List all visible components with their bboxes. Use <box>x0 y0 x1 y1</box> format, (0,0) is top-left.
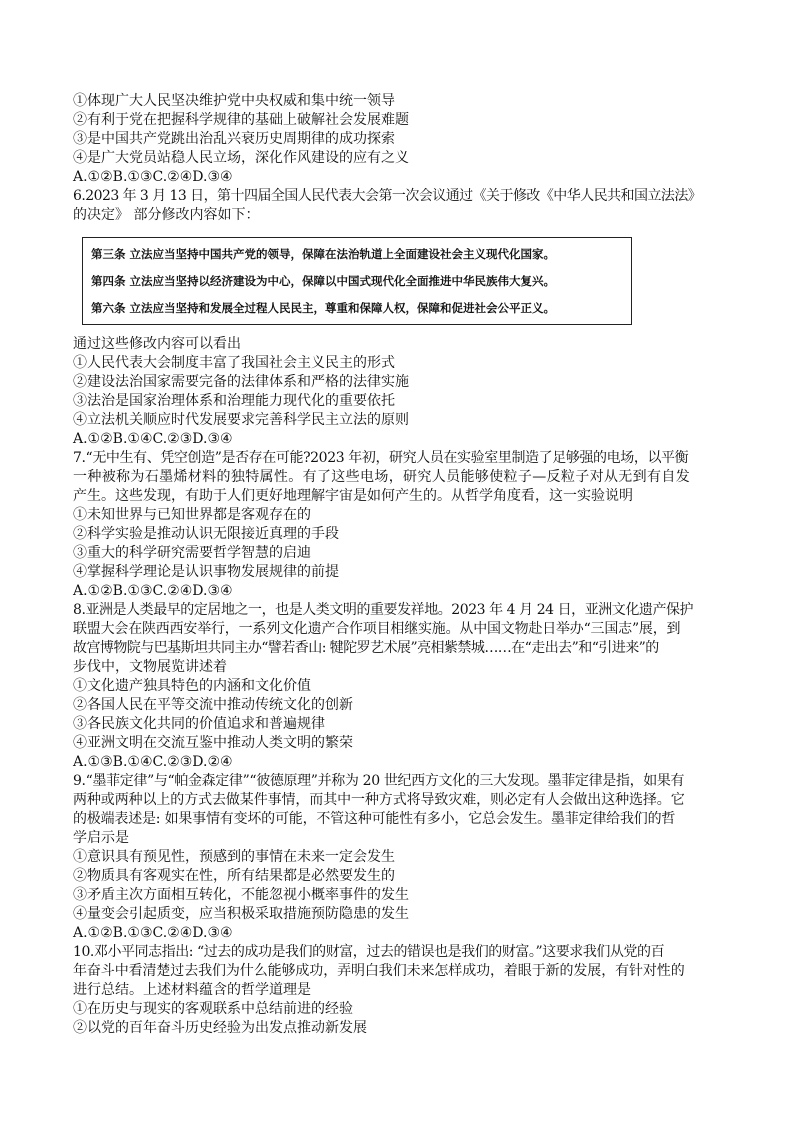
law-article-4: 第四条 立法应当坚持以经济建设为中心，保障以中国式现代化全面推进中华民族伟大复兴。 <box>91 274 555 288</box>
option-line: ②有利于党在把握科学规律的基础上破解社会发展难题 <box>73 112 409 128</box>
question-stem-line: 联盟大会在陕西西安举行，一系列文化遗产合作项目相继实施。从中国文物赴日举办“三国志”展，到 <box>73 621 681 637</box>
answer-choices: A.①③B.①④C.②③D.②④ <box>73 754 233 770</box>
option-line: ①未知世界与已知世界都是客观存在的 <box>73 507 311 523</box>
question-stem-line: 8.亚洲是人类最早的定居地之一，也是人类文明的重要发祥地。2023 年 4 月 24 日，亚洲文化遗产保护 <box>73 602 694 618</box>
question-stem-line: 步伐中，文物展览讲述着 <box>73 659 227 675</box>
question-stem-line: 故宫博物院与巴基斯坦共同主办“譬若香山: 犍陀罗艺术展”亮相紫禁城……在“走出去”和“引进来”的 <box>73 640 659 656</box>
answer-choices: A.①②B.①③C.②④D.③④ <box>73 583 233 599</box>
question-6 <box>73 187 725 449</box>
question-stem-line: 年奋斗中看清楚过去我们为什么能够成功，弄明白我们未来怎样成功，着眼于新的发展，有针对性的 <box>73 963 685 979</box>
option-line: ③矛盾主次方面相互转化，不能忽视小概率事件的发生 <box>73 887 409 903</box>
question-stem-line: 一种被称为石墨烯材料的独特属性。有了这些电场，研究人员能够使粒子—反粒子对从无到有自发 <box>73 469 691 485</box>
option-line: ①人民代表大会制度丰富了我国社会主义民主的形式 <box>73 355 395 371</box>
law-article-3: 第三条 立法应当坚持中国共产党的领导，保障在法治轨道上全面建设社会主义现代化国家。 <box>91 247 555 261</box>
answer-choices: A.①②B.①④C.②③D.③④ <box>73 431 233 447</box>
question-stem-line: 学启示是 <box>73 830 129 846</box>
option-line: ④掌握科学理论是认识事物发展规律的前提 <box>73 564 339 580</box>
option-line: ①体现广大人民坚决维护党中央权威和集中统一领导 <box>73 93 395 109</box>
exam-content <box>73 92 725 1038</box>
question-prompt: 通过这些修改内容可以看出 <box>73 336 241 352</box>
option-line: ②以党的百年奋斗历史经验为出发点推动新发展 <box>73 1020 367 1036</box>
question-10 <box>73 943 725 1038</box>
question-7 <box>73 449 725 601</box>
option-line: ②科学实验是推动认识无限接近真理的手段 <box>73 526 339 542</box>
question-stem-line: 9.“墨菲定律”与“帕金森定律”“彼德原理”并称为 20 世纪西方文化的三大发现。墨菲定律是指，如果有 <box>73 773 685 789</box>
option-line: ②物质具有客观实在性，所有结果都是必然要发生的 <box>73 868 395 884</box>
question-stem-line: 10.邓小平同志指出: “过去的成功是我们的财富，过去的错误也是我们的财富。”这要求我们从党的百 <box>73 944 665 960</box>
answer-choices: A.①②B.①③C.②④D.③④ <box>73 925 233 941</box>
law-article-6: 第六条 立法应当坚持和发展全过程人民民主，尊重和保障人权，保障和促进社会公平正义。 <box>91 301 555 315</box>
option-line: ①在历史与现实的客观联系中总结前进的经验 <box>73 1001 353 1017</box>
option-line: ③各民族文化共同的价值追求和普遍规律 <box>73 716 325 732</box>
question-stem-line: 进行总结。上述材料蕴含的哲学道理是 <box>73 982 311 998</box>
option-line: ③法治是国家治理体系和治理能力现代化的重要依托 <box>73 393 395 409</box>
question-stem-line: 产生。这些发现，有助于人们更好地理解宇宙是如何产生的。从哲学角度看，这一实验说明 <box>73 488 633 504</box>
question-stem-line: 7.“无中生有、凭空创造”是否存在可能?2023 年初，研究人员在实验室里制造了足够强的电场，以平衡 <box>73 450 689 466</box>
option-line: ③是中国共产党跳出治乱兴衰历史周期律的成功探索 <box>73 131 395 147</box>
question-5 <box>73 92 725 187</box>
option-line: ④量变会引起质变，应当积极采取措施预防隐患的发生 <box>73 906 409 922</box>
question-9 <box>73 772 725 943</box>
option-line: ①意识具有预见性，预感到的事情在未来一定会发生 <box>73 849 395 865</box>
option-line: ③重大的科学研究需要哲学智慧的启迪 <box>73 545 311 561</box>
law-excerpt-box <box>82 237 632 325</box>
option-line: ④是广大党员站稳人民立场，深化作风建设的应有之义 <box>73 150 409 166</box>
question-stem-line: 6.2023 年 3 月 13 日，第十四届全国人民代表大会第一次会议通过《关于修改《中华人民共和国立法法》 <box>73 188 702 204</box>
question-stem-line: 的极端表述是: 如果事情有变坏的可能，不管这种可能性有多小，它总会发生。墨菲定律给我们的哲 <box>73 811 676 827</box>
question-stem-line: 的决定》 部分修改内容如下： <box>73 207 260 223</box>
option-line: ①文化遗产独具特色的内涵和文化价值 <box>73 678 311 694</box>
question-stem-line: 两种或两种以上的方式去做某件事情，而其中一种方式将导致灾难，则必定有人会做出这种选择。它 <box>73 792 685 808</box>
option-line: ④立法机关顺应时代发展要求完善科学民主立法的原则 <box>73 412 409 428</box>
question-8 <box>73 601 725 772</box>
option-line: ②各国人民在平等交流中推动传统文化的创新 <box>73 697 353 713</box>
option-line: ②建设法治国家需要完备的法律体系和严格的法律实施 <box>73 374 409 390</box>
answer-choices: A.①②B.①③C.②④D.③④ <box>73 169 233 185</box>
option-line: ④亚洲文明在交流互鉴中推动人类文明的繁荣 <box>73 735 353 751</box>
